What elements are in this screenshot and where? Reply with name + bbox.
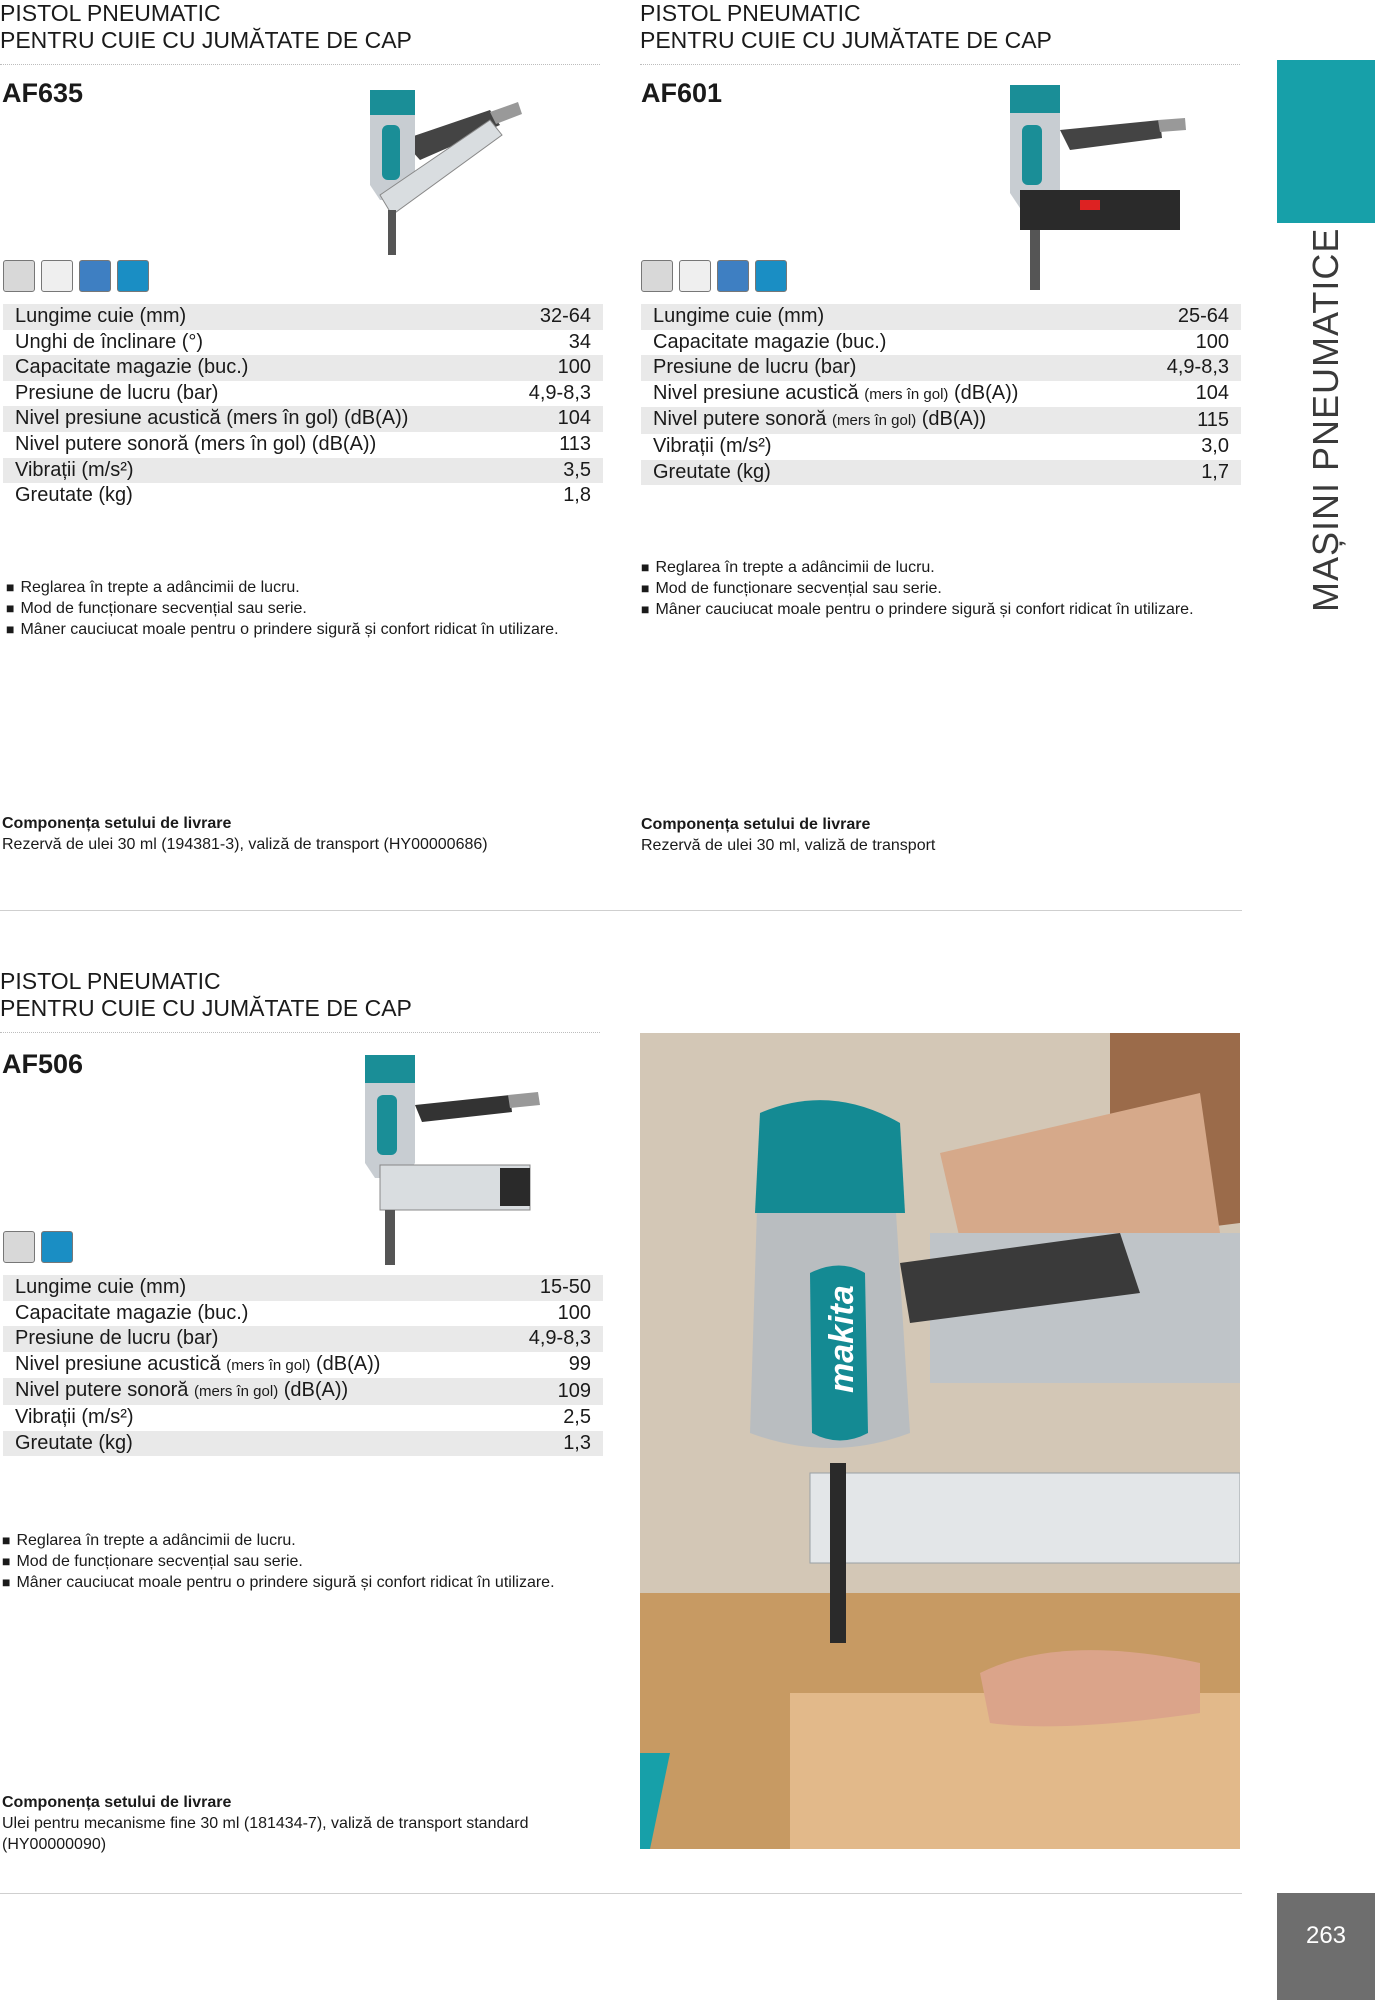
spec-row [3,1301,603,1327]
spec-label: Greutate (kg) [3,1431,494,1457]
spec-value: 15-50 [494,1275,603,1301]
spec-value: 4,9-8,3 [1132,355,1241,381]
spec-value: 100 [557,1301,591,1324]
spec-row [641,330,1241,356]
spec-label: Capacitate magazie (buc.) [3,355,500,381]
fs-mode-icon [717,260,749,292]
spec-row [3,304,603,330]
spec-value: 25-64 [1132,304,1241,330]
category-line1: PISTOL PNEUMATIC [640,0,861,26]
spec-label: Vibrații (m/s²) [3,458,500,484]
delivery-text: Rezervă de ulei 30 ml (194381-3), valiză de transport (HY00000686) [2,836,488,853]
spec-table [641,304,1241,485]
delivery-title: Componența setului de livrare [2,1794,232,1811]
carry-case-icon [41,1231,73,1263]
divider [0,64,600,65]
feature-list [6,577,566,640]
nail-type-icon [679,260,711,292]
feature-icons [3,1231,73,1263]
spec-value: 104 [500,406,603,432]
spec-row [3,483,603,509]
spec-value: 1,7 [1132,460,1241,486]
feature-item: ■ Mâner cauciucat moale pentru o prindere sigură și confort ridicat în utilizare. [2,1572,562,1593]
spec-label [641,381,1132,408]
category-line2: PENTRU CUIE CU JUMĂTATE DE CAP [0,27,412,53]
category-line2: PENTRU CUIE CU JUMĂTATE DE CAP [640,27,1052,53]
spec-label: Presiune de lucru (bar) [3,1326,494,1352]
model-name: AF635 [2,78,84,108]
divider [640,64,1240,65]
delivery-title: Componența setului de livrare [2,815,232,832]
spec-row [641,434,1241,460]
spec-label [641,407,1132,434]
category-line2: PENTRU CUIE CU JUMĂTATE DE CAP [0,995,412,1021]
spec-row [641,304,1241,330]
nail-gun-image [340,80,555,260]
feature-item: ■ Reglarea în trepte a adâncimii de lucru. [641,557,1201,578]
spec-row [3,1378,603,1405]
spec-label: Unghi de înclinare (°) [15,330,204,353]
feature-list [641,557,1201,620]
section-title: MAȘINI PNEUMATICE [1305,227,1346,612]
spec-label: Capacitate magazie (buc.) [15,1301,249,1324]
spec-label: Lungime cuie (mm) [641,304,1132,330]
spec-label-unit: (dB(A)) [283,1379,349,1402]
spec-label: Capacitate magazie (buc.) [653,330,887,353]
spec-value: 4,9-8,3 [528,381,591,404]
fs-mode-icon [79,260,111,292]
nail-gun-image [990,80,1195,295]
spec-row [3,1405,603,1431]
spec-row [641,460,1241,486]
spec-value: 1,3 [494,1431,603,1457]
spec-value: 104 [1195,382,1229,405]
spec-label-note: (mers în gol) [226,1356,311,1374]
delivery-title: Componența setului de livrare [641,816,871,833]
spec-label: Lungime cuie (mm) [3,1275,494,1301]
spec-label-note: (mers în gol) [194,1383,279,1401]
spec-label [3,1352,494,1379]
spec-table [3,304,603,509]
feature-item: ■ Mod de funcționare secvențial sau serie. [641,578,1201,599]
spec-row [3,406,603,432]
spec-row [3,1326,603,1352]
carry-case-icon [755,260,787,292]
spec-label: Nivel putere sonoră (mers în gol) (dB(A)) [15,432,377,455]
spec-label-note: (mers în gol) [864,385,949,403]
spec-row [641,381,1241,408]
spec-row [3,1352,603,1379]
spec-value: 100 [500,355,603,381]
spec-label: Greutate (kg) [15,484,133,507]
spec-value: 3,5 [500,458,603,484]
spec-value: 109 [494,1378,603,1405]
divider [0,1032,600,1033]
spec-value: 113 [559,432,591,455]
category-line1: PISTOL PNEUMATIC [0,0,221,26]
feature-item: ■ Reglarea în trepte a adâncimii de lucru. [2,1530,562,1551]
spec-label: Vibrații (m/s²) [15,1405,134,1428]
nail-type-icon [41,260,73,292]
spec-label: Greutate (kg) [641,460,1132,486]
nail-gun-image [360,1050,545,1270]
spec-label: Lungime cuie (mm) [3,304,500,330]
bottom-divider [0,1893,1242,1894]
spec-value: 115 [1132,407,1241,434]
spec-label-main: Nivel presiune acustică [653,381,859,404]
spec-label: Vibrații (m/s²) [653,434,772,457]
feature-icons [641,260,787,292]
spec-label-note: (mers în gol) [832,412,917,430]
model-name: AF601 [641,78,723,108]
page-number-box [1277,1893,1375,2000]
spec-value: 1,8 [563,484,591,507]
spec-label: Presiune de lucru (bar) [641,355,1132,381]
spec-value: 32-64 [500,304,603,330]
spec-row [3,458,603,484]
carry-case-icon [117,260,149,292]
spec-label-main: Nivel putere sonoră [653,408,827,431]
spec-value: 99 [568,1353,591,1376]
category-line1: PISTOL PNEUMATIC [0,968,221,994]
spec-row [3,381,603,407]
feature-item: ■ Mâner cauciucat moale pentru o prindere sigură și confort ridicat în utilizare. [6,619,566,640]
spec-label: Presiune de lucru (bar) [15,381,219,404]
spec-row [3,330,603,356]
delivery-text: Ulei pentru mecanisme fine 30 ml (181434-7), valiză de transport standard (HY00000090) [2,1815,529,1853]
feature-item: ■ Mod de funcționare secvențial sau serie. [2,1551,562,1572]
spec-value: 3,0 [1201,434,1229,457]
section-color-tab [1277,60,1375,223]
spec-row [3,1431,603,1457]
feature-item: ■ Mod de funcționare secvențial sau serie. [6,598,566,619]
spec-label: Nivel presiune acustică (mers în gol) (dB(A)) [3,406,500,432]
spec-row [3,1275,603,1301]
spec-row [3,432,603,458]
spec-row [641,407,1241,434]
spec-value: 4,9-8,3 [494,1326,603,1352]
spec-label-unit: (dB(A)) [315,1352,381,1375]
spec-label-unit: (dB(A)) [953,381,1019,404]
product-af635 [0,0,600,65]
feature-list [2,1530,562,1593]
feature-item: ■ Reglarea în trepte a adâncimii de lucru. [6,577,566,598]
delivery-text: Rezervă de ulei 30 ml, valiză de transport [641,837,936,854]
photo-brand-logo: makita [823,1285,861,1393]
feature-item: ■ Mâner cauciucat moale pentru o prindere sigură și confort ridicat în utilizare. [641,599,1201,620]
product-photo [640,1033,1240,1849]
spec-value: 34 [568,330,591,353]
spec-table [3,1275,603,1456]
spec-row [641,355,1241,381]
delivery-contents [2,1792,602,1855]
spec-value: 100 [1195,330,1229,353]
spec-label-main: Nivel putere sonoră [15,1379,189,1402]
product-af506 [0,968,600,1033]
model-name: AF506 [2,1049,84,1079]
spec-label-unit: (dB(A)) [921,408,987,431]
product-af601 [640,0,1240,65]
spec-label-main: Nivel presiune acustică [15,1352,221,1375]
depth-adjust-icon [3,1231,35,1263]
spec-row [3,355,603,381]
page-number: 263 [1305,1922,1347,1949]
spec-label [3,1378,494,1405]
section-divider [0,910,1242,911]
spec-value: 2,5 [563,1405,591,1428]
delivery-contents [2,813,602,855]
depth-adjust-icon [641,260,673,292]
delivery-contents [641,814,1241,856]
feature-icons [3,260,149,292]
depth-adjust-icon [3,260,35,292]
